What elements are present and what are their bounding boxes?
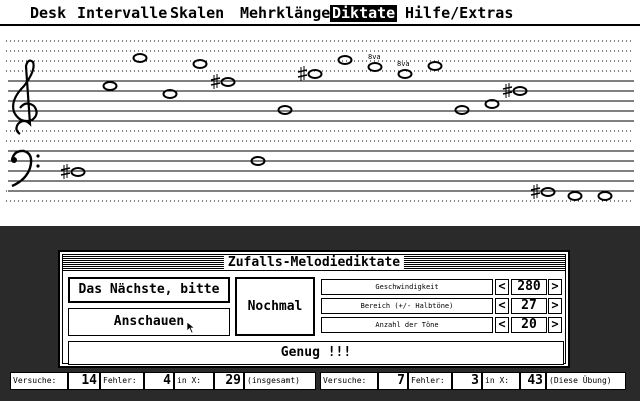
attempts-exercise-label: Versuche:	[320, 372, 378, 390]
score-area	[0, 24, 640, 226]
percent-exercise-value: 43	[520, 372, 546, 390]
param-label: Geschwindigkeit	[321, 279, 493, 295]
increase-arrow-icon[interactable]: >	[548, 298, 562, 314]
menu-bar	[0, 0, 640, 24]
note-head	[134, 54, 147, 62]
enough-button[interactable]: Genug !!!	[68, 341, 564, 365]
note-head	[456, 106, 469, 114]
increase-arrow-icon[interactable]: >	[548, 317, 562, 333]
again-button[interactable]: Nochmal	[235, 277, 315, 336]
show-button[interactable]: Anschauen	[68, 308, 230, 336]
dialog-title: Zufalls-Melodiediktate	[224, 255, 404, 270]
menu-intervalle[interactable]: Intervalle	[77, 4, 168, 22]
clefs	[11, 61, 40, 186]
note-head	[599, 192, 612, 200]
note-head	[194, 60, 207, 68]
status-bar	[0, 372, 640, 392]
menu-hilfe-extras[interactable]: Hilfe/Extras	[405, 4, 514, 22]
note-head	[569, 192, 582, 200]
menu-diktate[interactable]: Diktate	[332, 4, 396, 22]
ottava-marks	[368, 53, 410, 68]
menu-desk[interactable]: Desk	[30, 4, 67, 22]
param-value: 280	[511, 279, 547, 295]
param-row-speed	[321, 279, 565, 295]
note-head	[72, 168, 85, 176]
attempts-total-value: 14	[68, 372, 100, 390]
ottava-label: 8va	[368, 53, 381, 61]
attempts-exercise-value: 7	[378, 372, 408, 390]
notes	[61, 54, 612, 200]
mouse-cursor-icon	[186, 319, 196, 338]
param-row-note-count	[321, 317, 565, 333]
note-head	[429, 62, 442, 70]
errors-total-value: 4	[144, 372, 174, 390]
note-head	[542, 188, 555, 196]
sharp-icon	[298, 66, 307, 81]
note-head	[222, 78, 235, 86]
note-head	[369, 63, 382, 71]
errors-exercise-label: Fehler:	[408, 372, 452, 390]
errors-exercise-value: 3	[452, 372, 482, 390]
melody-dictation-dialog	[58, 250, 570, 368]
note-head	[399, 70, 412, 78]
treble-clef-icon	[13, 61, 36, 134]
percent-total-label: in X:	[174, 372, 214, 390]
next-dictation-button[interactable]: Das Nächste, bitte	[68, 277, 230, 303]
note-head	[104, 82, 117, 90]
decrease-arrow-icon[interactable]: <	[495, 298, 509, 314]
attempts-total-label: Versuche:	[10, 372, 68, 390]
ottava-label: 8va	[397, 60, 410, 68]
dialog-title-bar	[63, 255, 565, 271]
param-value: 27	[511, 298, 547, 314]
percent-total-value: 29	[214, 372, 244, 390]
menu-skalen[interactable]: Skalen	[170, 4, 225, 22]
score-canvas	[0, 26, 640, 228]
scope-total-label: (insgesamt)	[244, 372, 316, 390]
staves	[8, 81, 634, 191]
decrease-arrow-icon[interactable]: <	[495, 317, 509, 333]
menu-mehrklaenge[interactable]: Mehrklänge	[240, 4, 331, 22]
param-value: 20	[511, 317, 547, 333]
note-head	[279, 106, 292, 114]
param-label: Bereich (+/- Halbtöne)	[321, 298, 493, 314]
decrease-arrow-icon[interactable]: <	[495, 279, 509, 295]
param-label: Anzahl der Töne	[321, 317, 493, 333]
increase-arrow-icon[interactable]: >	[548, 279, 562, 295]
scope-exercise-label: (Diese Übung)	[546, 372, 626, 390]
param-row-range	[321, 298, 565, 314]
note-head	[339, 56, 352, 64]
percent-exercise-label: in X:	[482, 372, 520, 390]
errors-total-label: Fehler:	[100, 372, 144, 390]
